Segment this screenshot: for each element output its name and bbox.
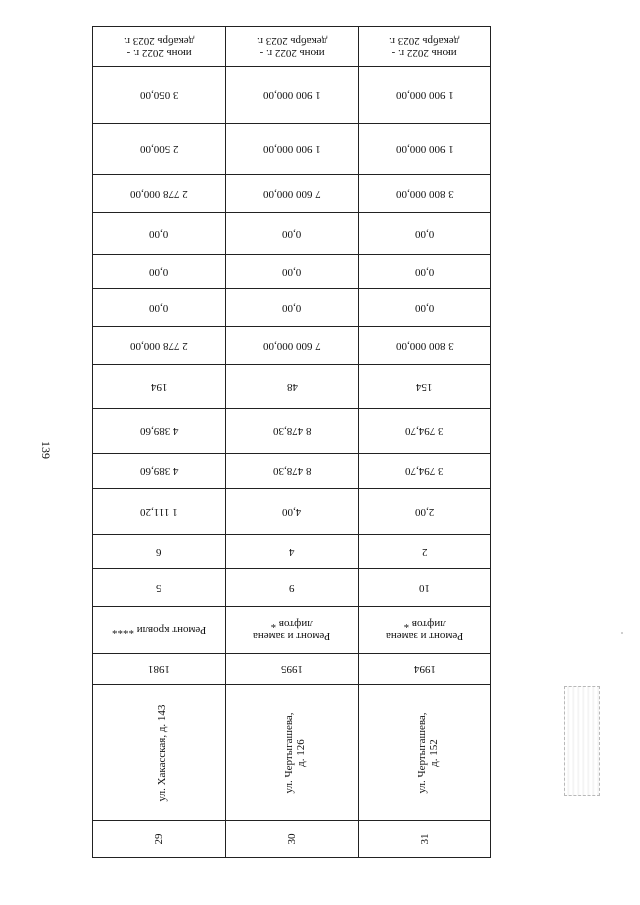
table-cell bbox=[93, 255, 226, 289]
table-row-year-built bbox=[93, 654, 491, 685]
table-cell bbox=[359, 569, 491, 607]
table-row-area-total bbox=[93, 454, 491, 489]
table-row-entrances bbox=[93, 535, 491, 569]
work-volume-value: 2,00 bbox=[414, 505, 435, 518]
work-type-value: Ремонт и замена лифтов * bbox=[253, 618, 331, 642]
row-number-value: 29 bbox=[153, 833, 165, 845]
area-total-value: 8 478,30 bbox=[272, 465, 312, 477]
table-cell bbox=[93, 654, 226, 685]
table-cell bbox=[93, 821, 226, 858]
table-cell bbox=[226, 454, 359, 489]
table-cell bbox=[93, 213, 226, 255]
scan-speck bbox=[621, 632, 623, 634]
table-cell bbox=[359, 685, 491, 821]
table-row-address bbox=[93, 685, 491, 821]
table-row-residents bbox=[93, 365, 491, 409]
work-type-value: Ремонт и замена лифтов * bbox=[385, 618, 464, 642]
table-cell bbox=[359, 124, 491, 175]
table-cell bbox=[93, 454, 226, 489]
table-row-owners-funds bbox=[93, 327, 491, 365]
table-cell bbox=[93, 489, 226, 535]
period-value: июнь 2022 г. - декабрь 2023 г. bbox=[123, 34, 195, 59]
area-total-value: 4 389,60 bbox=[139, 465, 179, 477]
fund-a-value: 0,00 bbox=[282, 227, 302, 240]
table-cell bbox=[226, 67, 359, 124]
table-cell bbox=[226, 255, 359, 289]
table-cell bbox=[93, 327, 226, 365]
fund-b-value: 0,00 bbox=[149, 265, 169, 278]
table-row-area-living bbox=[93, 409, 491, 454]
table-cell bbox=[93, 409, 226, 454]
area-living-value: 8 478,30 bbox=[272, 425, 312, 437]
total-cost-value: 3 050,00 bbox=[139, 89, 179, 101]
fund-b-value: 0,00 bbox=[414, 265, 435, 278]
residents-value: 48 bbox=[286, 380, 298, 393]
fund-a-value: 0,00 bbox=[149, 227, 169, 240]
table-cell bbox=[226, 685, 359, 821]
address-value: ул. Чертыгашева, д. 152 bbox=[416, 711, 440, 794]
floors-value: 5 bbox=[156, 581, 162, 594]
table-cell bbox=[93, 27, 226, 67]
year-built-value: 1981 bbox=[148, 663, 170, 675]
address-value: ул. Хакасская, д. 143 bbox=[156, 704, 168, 801]
year-built-value: 1994 bbox=[413, 663, 436, 675]
table-cell bbox=[226, 821, 359, 858]
total-cost-value: 1 900 000,00 bbox=[395, 89, 454, 101]
table-row-work-type bbox=[93, 607, 491, 654]
table-cell bbox=[226, 409, 359, 454]
table-cell bbox=[359, 409, 491, 454]
table-cell bbox=[359, 175, 491, 213]
table-cell bbox=[93, 124, 226, 175]
table-cell bbox=[93, 607, 226, 654]
row-number-value: 30 bbox=[286, 833, 298, 845]
owners-funds-value: 2 778 000,00 bbox=[130, 339, 188, 352]
table-cell bbox=[359, 454, 491, 489]
table-row-total-amount bbox=[93, 175, 491, 213]
table-row-total-cost bbox=[93, 67, 491, 124]
table-cell bbox=[359, 535, 491, 569]
residents-value: 154 bbox=[416, 380, 433, 393]
table-cell bbox=[359, 489, 491, 535]
unit-cost-value: 1 900 000,00 bbox=[263, 143, 321, 155]
table-cell bbox=[359, 27, 491, 67]
table-row-fund-b bbox=[93, 255, 491, 289]
row-number-value: 31 bbox=[418, 833, 431, 845]
unit-cost-value: 2 500,00 bbox=[139, 143, 179, 155]
fund-b-value: 0,00 bbox=[282, 265, 302, 278]
residents-value: 194 bbox=[150, 380, 168, 393]
table-cell bbox=[93, 67, 226, 124]
period-value: июнь 2022 г. - декабрь 2023 г. bbox=[389, 34, 460, 59]
table-row-floors bbox=[93, 569, 491, 607]
total-amount-value: 2 778 000,00 bbox=[130, 187, 188, 200]
fund-c-value: 0,00 bbox=[149, 301, 169, 314]
table-row-fund-a bbox=[93, 213, 491, 255]
entrances-value: 6 bbox=[156, 545, 162, 558]
owners-funds-value: 7 600 000,00 bbox=[263, 339, 321, 352]
repair-register-table bbox=[92, 26, 491, 858]
total-cost-value: 1 900 000,00 bbox=[263, 89, 321, 101]
owners-funds-value: 3 800 000,00 bbox=[395, 339, 454, 352]
table-cell bbox=[93, 569, 226, 607]
table-cell bbox=[359, 327, 491, 365]
table-cell bbox=[226, 27, 359, 67]
table-cell bbox=[93, 535, 226, 569]
table-cell bbox=[359, 289, 491, 327]
table-cell bbox=[359, 607, 491, 654]
table-cell bbox=[226, 535, 359, 569]
table-cell bbox=[226, 175, 359, 213]
table-cell bbox=[226, 289, 359, 327]
area-total-value: 3 794,70 bbox=[405, 465, 444, 477]
table-cell bbox=[359, 365, 491, 409]
fund-c-value: 0,00 bbox=[414, 301, 435, 314]
table-cell bbox=[226, 124, 359, 175]
total-amount-value: 7 600 000,00 bbox=[263, 187, 321, 200]
floors-value: 10 bbox=[419, 581, 430, 594]
fund-a-value: 0,00 bbox=[414, 227, 435, 240]
period-value: июнь 2022 г. - декабрь 2023 г. bbox=[256, 34, 328, 59]
total-amount-value: 3 800 000,00 bbox=[395, 187, 454, 200]
entrances-value: 2 bbox=[421, 545, 428, 558]
unit-cost-value: 1 900 000,00 bbox=[395, 143, 454, 155]
table-row-unit-cost bbox=[93, 124, 491, 175]
table-cell bbox=[226, 607, 359, 654]
page-number: 139 bbox=[39, 441, 53, 459]
table-cell bbox=[359, 654, 491, 685]
table-cell bbox=[359, 255, 491, 289]
table-cell bbox=[226, 489, 359, 535]
floors-value: 9 bbox=[289, 581, 295, 594]
table-cell bbox=[226, 213, 359, 255]
table-cell bbox=[226, 327, 359, 365]
stamp-mark bbox=[564, 686, 600, 796]
table-row-fund-c bbox=[93, 289, 491, 327]
table-row-number bbox=[93, 821, 491, 858]
table-cell bbox=[93, 289, 226, 327]
fund-c-value: 0,00 bbox=[282, 301, 302, 314]
table-cell bbox=[226, 654, 359, 685]
table-cell bbox=[359, 821, 491, 858]
table-cell bbox=[359, 213, 491, 255]
table-row-period bbox=[93, 27, 491, 67]
entrances-value: 4 bbox=[289, 545, 295, 558]
table-cell bbox=[93, 175, 226, 213]
table-cell bbox=[93, 365, 226, 409]
area-living-value: 3 794,70 bbox=[405, 425, 444, 437]
table-row-work-volume bbox=[93, 489, 491, 535]
work-volume-value: 4,00 bbox=[282, 505, 302, 518]
table-cell bbox=[93, 685, 226, 821]
address-value: ул. Чертыгашева, д. 126 bbox=[283, 711, 307, 794]
table-cell bbox=[226, 365, 359, 409]
table-cell bbox=[359, 67, 491, 124]
work-volume-value: 1 111,20 bbox=[140, 505, 178, 518]
area-living-value: 4 389,60 bbox=[139, 425, 179, 437]
table-cell bbox=[226, 569, 359, 607]
work-type-value: Ремонт кровли **** bbox=[111, 624, 207, 636]
year-built-value: 1995 bbox=[281, 663, 303, 675]
